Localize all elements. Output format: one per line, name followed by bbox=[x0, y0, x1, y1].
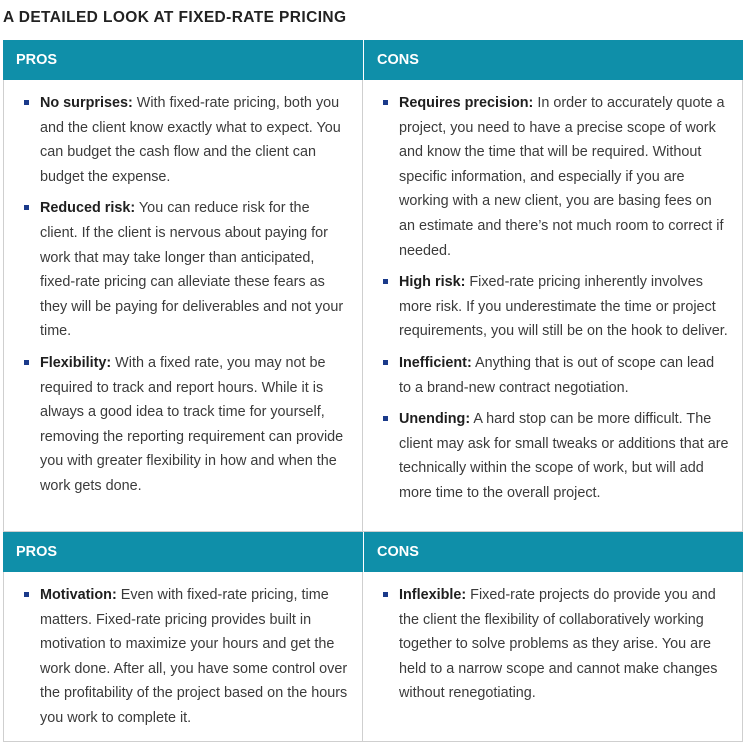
square-bullet-icon bbox=[383, 592, 388, 597]
square-bullet-icon bbox=[24, 205, 29, 210]
pros-header: PROS bbox=[3, 40, 363, 80]
item-text: Fixed-rate pricing inherently involves more risk. If you underestimate the time or project requirements, you will still be on the hook to deliver. bbox=[399, 274, 728, 340]
list-item bbox=[383, 351, 730, 400]
square-bullet-icon bbox=[383, 100, 388, 105]
item-term: High risk: bbox=[399, 274, 466, 291]
item-term: Unending: bbox=[399, 411, 471, 428]
square-bullet-icon bbox=[383, 279, 388, 284]
list-item bbox=[24, 583, 350, 731]
cons-cell bbox=[363, 80, 743, 532]
pros-list bbox=[24, 583, 350, 731]
item-text: In order to accurately quote a project, you need to have a precise scope of work and know the time that will be required. Without specific information, and especially if you are working with a new client, you are basing fees on an estimate and there’s not much room to correct if needed. bbox=[399, 95, 725, 259]
item-text: Fixed-rate projects do provide you and the client the flexibility of collaboratively working together to solve problems as they arise. You are held to a narrow scope and cannot make changes without renegotiating. bbox=[399, 587, 718, 702]
item-text: Even with fixed-rate pricing, time matters. Fixed-rate pricing provides built in motivation to maximize your hours and get the work done. After all, you have some control over the profitability of the project based on the hours you work to complete it. bbox=[40, 587, 348, 726]
item-text: You can reduce risk for the client. If the client is nervous about paying for work that may take longer than anticipated, fixed-rate pricing can alleviate these fears as they will be paying for deliverables and not your time. bbox=[40, 200, 344, 340]
item-term: Inflexible: bbox=[399, 587, 467, 603]
item-term: Flexibility: bbox=[40, 354, 112, 371]
list-item bbox=[24, 196, 350, 344]
cons-header: CONS bbox=[363, 532, 743, 572]
item-text: A hard stop can be more difficult. The client may ask for small tweaks or additions that are technically within the scope of work, but will add more time to the overall project. bbox=[399, 411, 729, 501]
item-term: Inefficient: bbox=[399, 354, 472, 371]
cons-header: CONS bbox=[363, 40, 743, 80]
item-term: Requires precision: bbox=[399, 95, 534, 111]
list-item bbox=[383, 583, 730, 706]
square-bullet-icon bbox=[24, 360, 29, 365]
pros-cell bbox=[3, 572, 363, 742]
list-item bbox=[383, 270, 730, 344]
list-item bbox=[24, 91, 350, 189]
item-term: Reduced risk: bbox=[40, 200, 136, 217]
cons-list bbox=[383, 91, 730, 506]
pros-header: PROS bbox=[3, 532, 363, 572]
list-item bbox=[383, 91, 730, 263]
item-term: No surprises: bbox=[40, 95, 133, 111]
item-term: Motivation: bbox=[40, 587, 117, 603]
page-title: A DETAILED LOOK AT FIXED-RATE PRICING bbox=[3, 9, 347, 26]
cons-cell bbox=[363, 572, 743, 742]
cons-list bbox=[383, 583, 730, 706]
pros-list bbox=[24, 91, 350, 499]
pros-cell bbox=[3, 80, 363, 532]
square-bullet-icon bbox=[383, 416, 388, 421]
item-text: Anything that is out of scope can lead to a brand-new contract negotiation. bbox=[399, 354, 715, 396]
item-text: With a fixed rate, you may not be required to track and report hours. While it is always a good idea to track time for yourself, removing the reporting requirement can provide you with greater flexibility in how and when the work gets done. bbox=[40, 354, 344, 494]
square-bullet-icon bbox=[24, 100, 29, 105]
square-bullet-icon bbox=[24, 592, 29, 597]
square-bullet-icon bbox=[383, 360, 388, 365]
list-item bbox=[24, 351, 350, 499]
pros-cons-table bbox=[3, 40, 743, 742]
item-text: With fixed-rate pricing, both you and the client know exactly what to expect. You can budget the cash flow and the client can budget the expense. bbox=[40, 95, 341, 185]
list-item bbox=[383, 407, 730, 505]
